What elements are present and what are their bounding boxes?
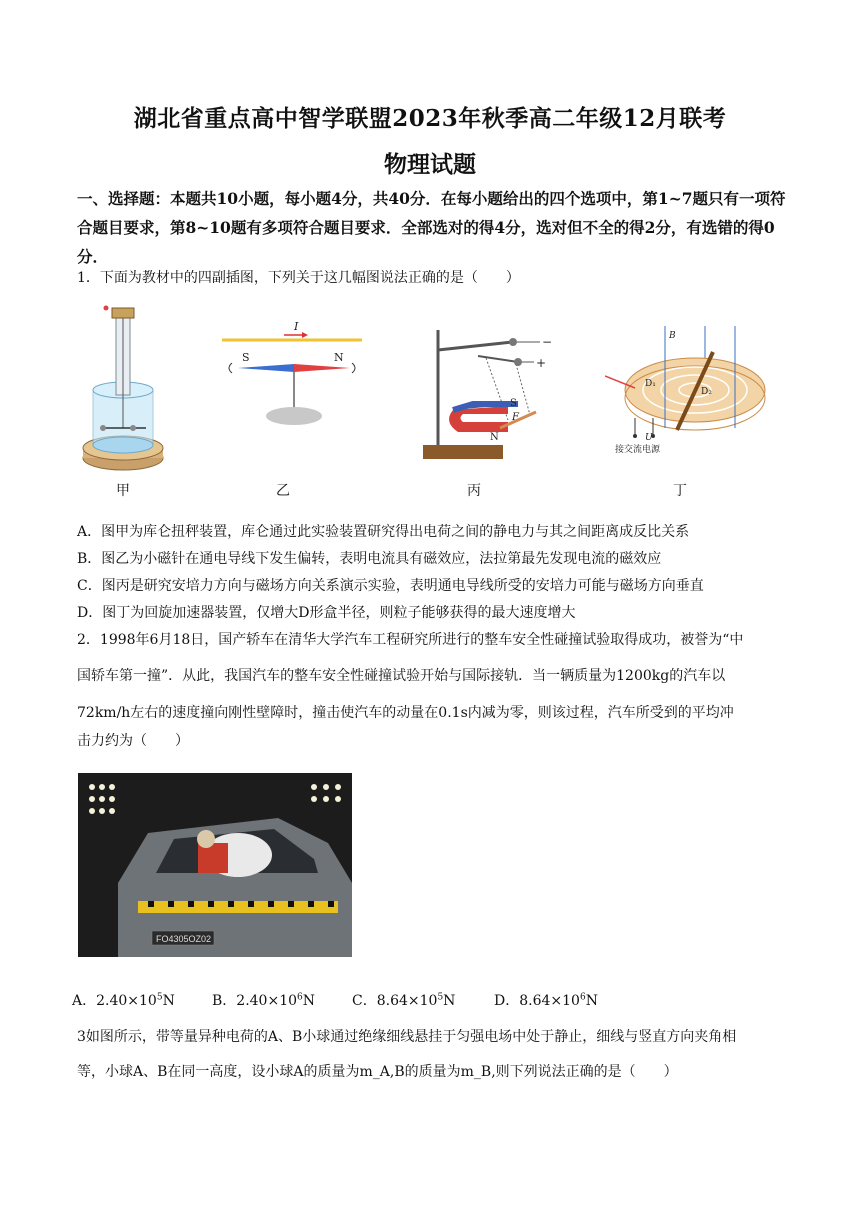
caption-figure-a: 甲 (116, 483, 130, 499)
question-3-line-2: 等，小球A、B在同一高度，设小球A的质量为m_A,B的质量为m_B,则下列说法正确的是（ ） (77, 1064, 678, 1080)
label-field: B (669, 331, 676, 341)
label-voltage: U (645, 433, 653, 443)
exam-title: 湖北省重点高中智学联盟2023年秋季高二年级12月联考 (133, 105, 727, 132)
question-2-line-2: 国轿车第一撞”．从此，我国汽车的整车安全性碰撞试验开始与国际接轨．当一辆质量为1200kg的汽车以 (77, 668, 726, 684)
figure-ampere-force (418, 320, 558, 475)
question-2-option-b: B．$2.40\times 10^6N$ (212, 992, 315, 1009)
exam-subtitle: 物理试题 (384, 151, 476, 178)
question-2-line-4: 击力约为（ ） (77, 733, 189, 749)
question-1-option-d: D．图丁为回旋加速器装置，仅增大D形盒半径，则粒子能够获得的最大速度增大 (77, 605, 576, 621)
label-force: F (512, 412, 519, 423)
section-heading: 一、选择题：本题共10小题，每小题4分，共40分．在每小题给出的四个选项中，第1~7题只有一项符合题目要求，第8~10题有多项符合题目要求．全部选对的得4分，选对但不全的得2分，有选错的得0分． (77, 189, 786, 266)
figure-torsion-balance (78, 300, 168, 475)
question-1-option-b: B．图乙为小磁针在通电导线下发生偏转，表明电流具有磁效应，法拉第最先发现电流的磁效应 (77, 551, 662, 567)
question-1-stem: 1．下面为教材中的四副插图，下列关于这几幅图说法正确的是（ ） (77, 270, 520, 286)
caption-figure-b: 乙 (276, 483, 290, 499)
label-magnet-s: S (510, 398, 517, 409)
label-minus: − (542, 335, 553, 349)
question-2-line-1: 2．1998年6月18日，国产轿车在清华大学汽车工程研究所进行的整车安全性碰撞试验取得成功，被誉为“中 (77, 632, 744, 648)
question-3-line-1: 3如图所示，带等量异种电荷的A、B小球通过绝缘细线悬挂于匀强电场中处于静止，细线与竖直方向夹角相 (77, 1029, 737, 1045)
question-2-line-3: 72km/h左右的速度撞向刚性壁障时，撞击使汽车的动量在0.1s内减为零，则该过程，汽车所受到的平均冲 (77, 705, 734, 721)
label-south: S (242, 351, 250, 364)
question-1-option-a: A．图甲为库仑扭秤装置，库仑通过此实验装置研究得出电荷之间的静电力与其之间距离成反比关系 (77, 524, 690, 540)
label-ac-source: 接交流电源 (615, 445, 661, 455)
figure-cyclotron (605, 318, 770, 458)
caption-figure-d: 丁 (673, 483, 687, 499)
label-d1: D₁ (645, 379, 656, 389)
question-2-option-a: A．$2.40\times 10^5N$ (72, 992, 175, 1009)
question-2-option-c: C．$8.64\times 10^5N$ (352, 992, 456, 1009)
label-north: N (334, 351, 344, 364)
label-magnet-n: N (490, 432, 499, 443)
figure-compass-needle (222, 318, 362, 438)
crash-test-photo (78, 773, 352, 957)
question-1-option-c: C．图丙是研究安培力方向与磁场方向关系演示实验，表明通电导线所受的安培力可能与磁场方向垂直 (77, 578, 704, 594)
question-2-option-d: D．$8.64\times 10^6N$ (494, 992, 598, 1009)
photo-plate-text: FO4305OZ02 (156, 934, 212, 944)
label-current: I (294, 320, 299, 333)
caption-figure-c: 丙 (467, 483, 481, 499)
label-d2: D₂ (701, 387, 712, 397)
label-plus: + (536, 356, 547, 370)
